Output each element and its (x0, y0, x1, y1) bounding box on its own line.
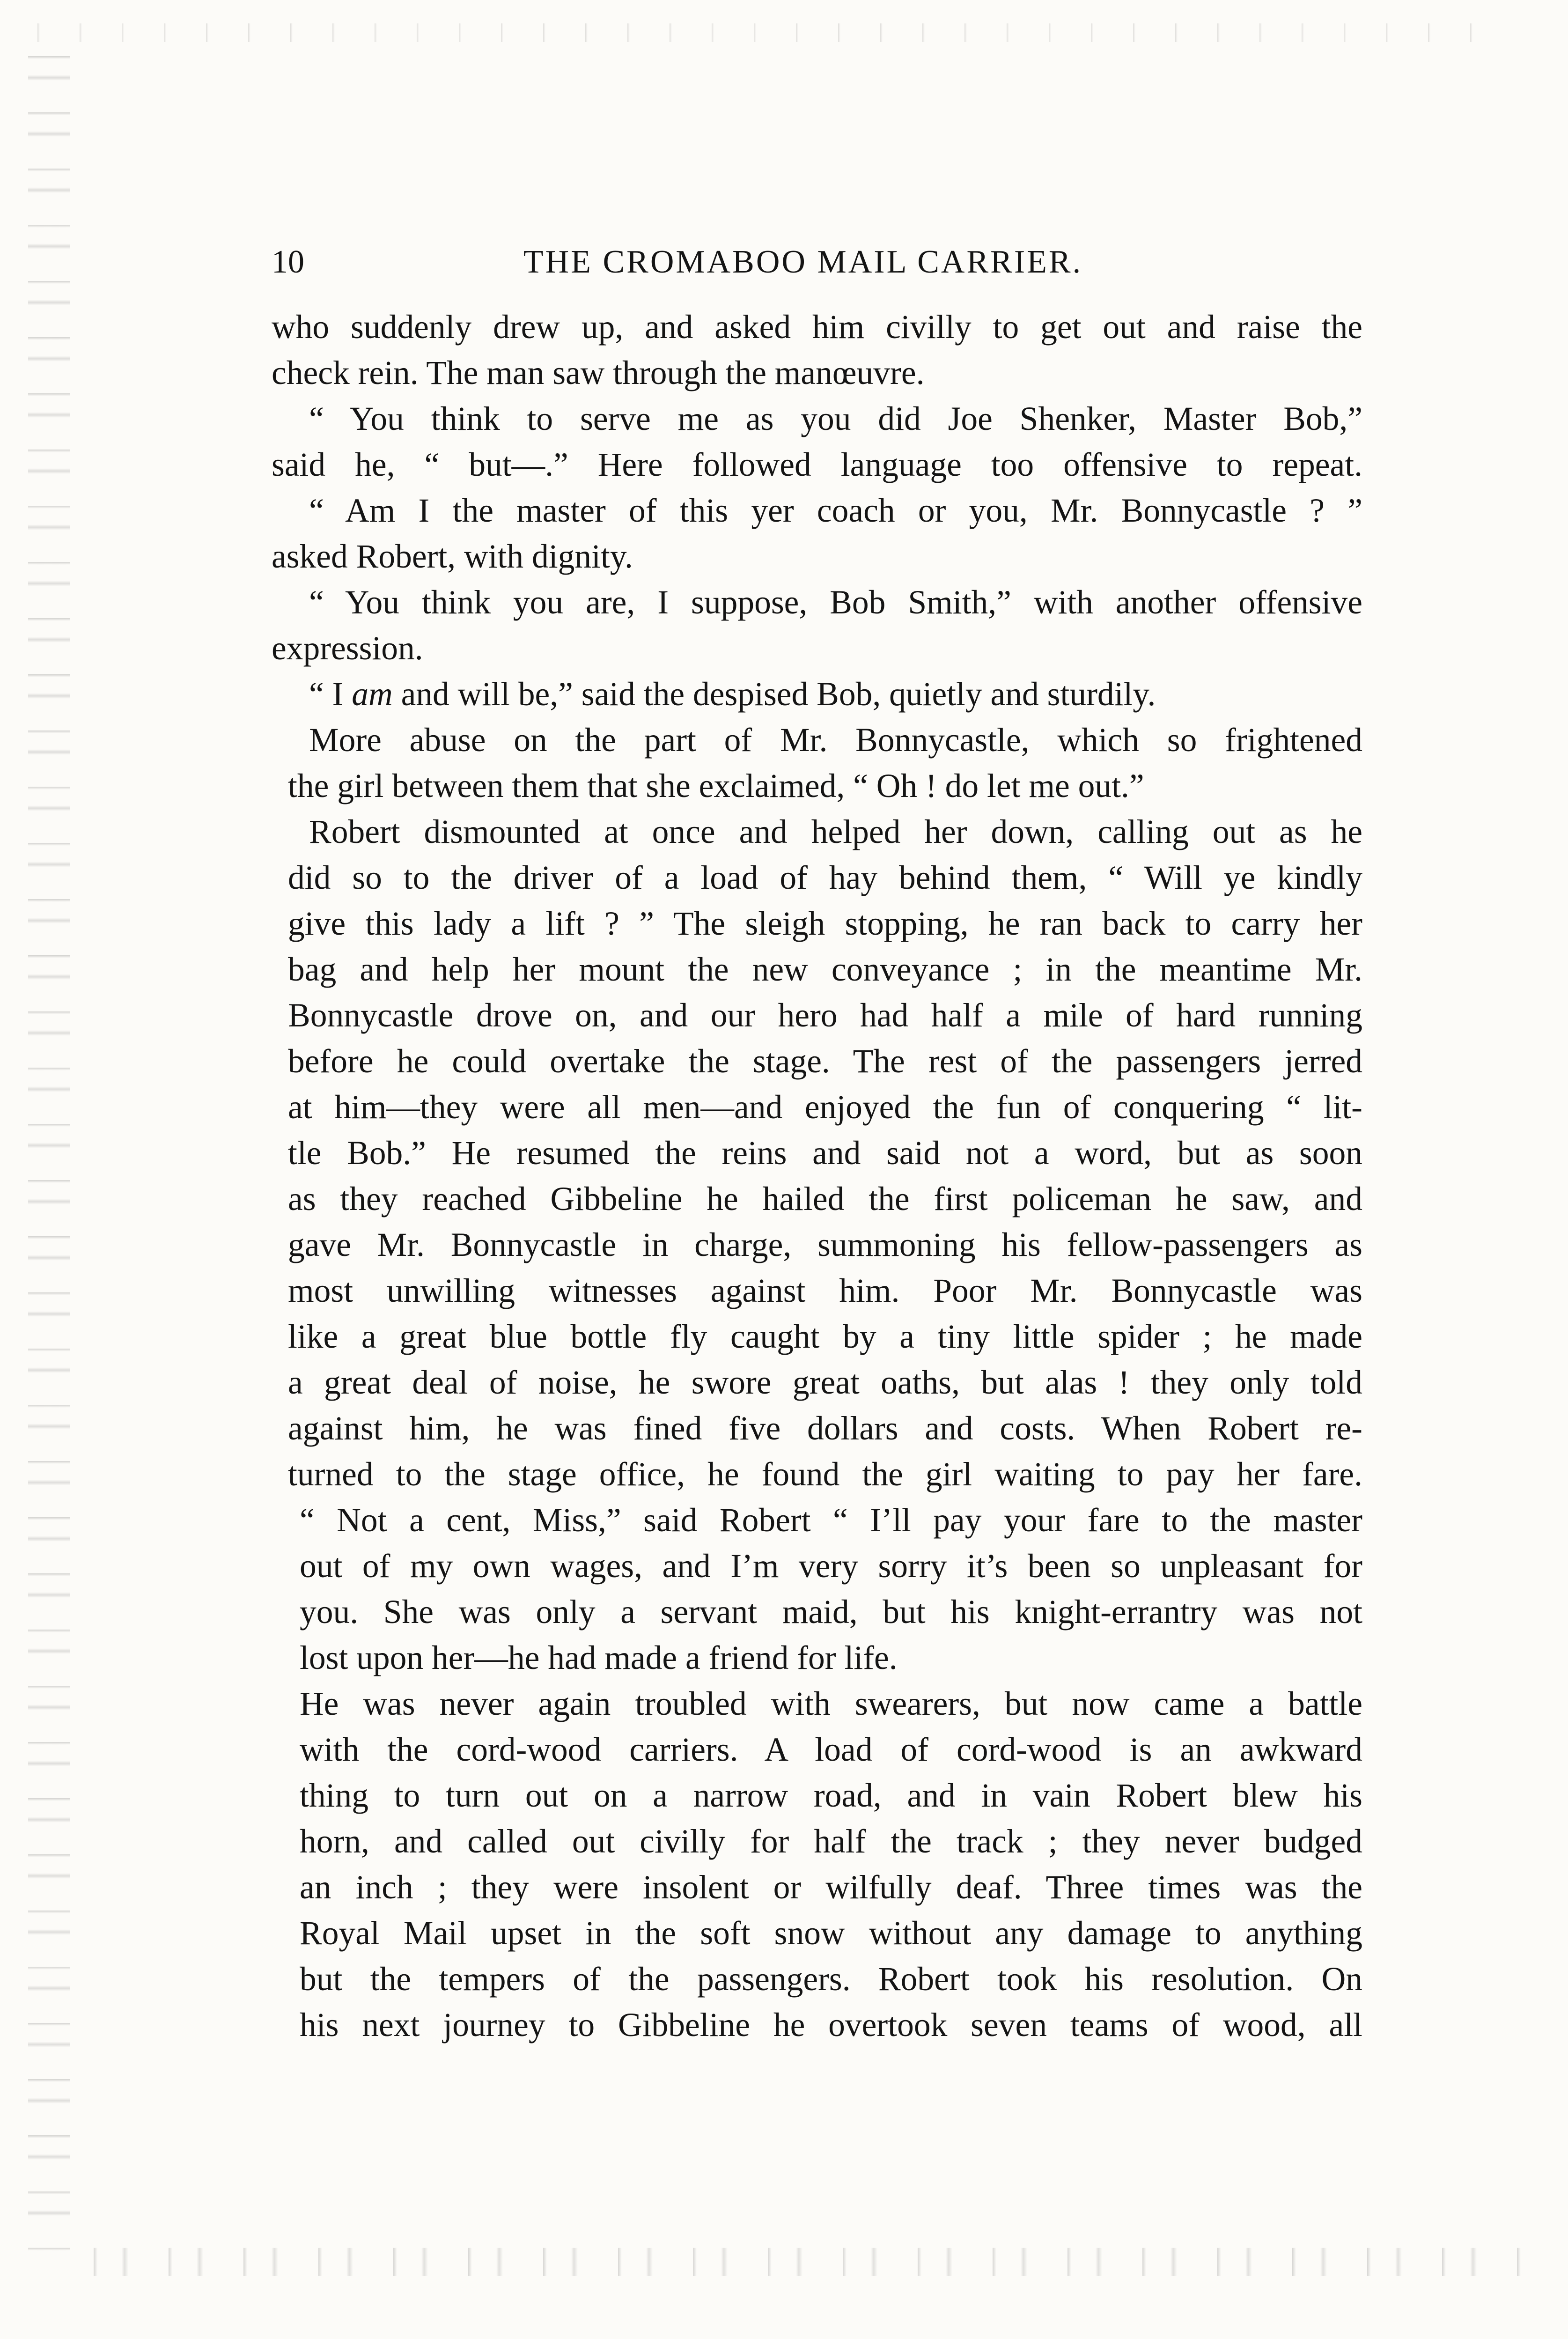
text-line: as they reached Gibbeline he hailed the first policeman he saw, and (288, 1181, 1362, 1217)
text-line: check rein. The man saw through the manœuvre. (272, 354, 925, 391)
text-line: like a great blue bottle fly caught by a tiny little spider ; he made (288, 1318, 1362, 1355)
text-line: More abuse on the part of Mr. Bonnycastle, which so frightened (309, 722, 1362, 759)
text-line: gave Mr. Bonnycastle in charge, summoning his fellow-passengers as (288, 1226, 1362, 1263)
text-line: Robert dismounted at once and helped her down, calling out as he (309, 813, 1362, 850)
running-head (272, 236, 1362, 288)
text-line: bag and help her mount the new conveyance ; in the meantime Mr. (288, 951, 1362, 988)
text-line: Bonnycastle drove on, and our hero had half a mile of hard running (288, 997, 1362, 1034)
text-line: said he, “ but—.” Here followed language too offensive to repeat. (272, 446, 1362, 483)
text-line: Royal Mail upset in the soft snow without any damage to anything (300, 1915, 1362, 1952)
text-line: his next journey to Gibbeline he overtook seven teams of wood, all (300, 2007, 1362, 2044)
scan-edge-bottom (94, 2248, 1522, 2276)
text-line: “ You think you are, I suppose, Bob Smith,” with another offensive (309, 584, 1362, 621)
text-line: you. She was only a servant maid, but his knight-errantry was not (300, 1594, 1362, 1631)
page-number: 10 (272, 244, 304, 280)
text-line: lost upon her—he had made a friend for life. (300, 1639, 898, 1676)
text-line: asked Robert, with dignity. (272, 538, 633, 575)
text-line: “ You think to serve me as you did Joe Shenker, Master Bob,” (309, 400, 1362, 437)
text-line: who suddenly drew up, and asked him civilly to get out and raise the (272, 309, 1362, 346)
body-text (272, 304, 1362, 2048)
text-line: “ Am I the master of this yer coach or you, Mr. Bonnycastle ? ” (309, 492, 1362, 529)
text-line: He was never again troubled with swearers, but now came a battle (300, 1685, 1362, 1722)
text-line: at him—they were all men—and enjoyed the fun of conquering “ lit- (288, 1089, 1362, 1126)
text-line: thing to turn out on a narrow road, and in vain Robert blew his (300, 1777, 1362, 1814)
text-line: with the cord-wood carriers. A load of cord-wood is an awkward (300, 1731, 1362, 1768)
text-line: did so to the driver of a load of hay behind them, “ Will ye kindly (288, 859, 1362, 896)
text-line: before he could overtake the stage. The rest of the passengers jerred (288, 1043, 1362, 1080)
text-line: a great deal of noise, he swore great oaths, but alas ! they only told (288, 1364, 1362, 1401)
text-line: but the tempers of the passengers. Robert took his resolution. On (300, 1961, 1362, 1998)
text-line: “ Not a cent, Miss,” said Robert “ I’ll pay your fare to the master (300, 1502, 1362, 1539)
text-line: most unwilling witnesses against him. Poor Mr. Bonnycastle was (288, 1272, 1362, 1309)
text-line: the girl between them that she exclaimed, “ Oh ! do let me out.” (288, 767, 1144, 804)
scan-edge-left (28, 56, 70, 2257)
text-line: expression. (272, 630, 423, 667)
running-title: THE CROMABOO MAIL CARRIER. (523, 244, 1083, 280)
text-line: horn, and called out civilly for half the track ; they never budged (300, 1823, 1362, 1860)
text-line: turned to the stage office, he found the girl waiting to pay her fare. (288, 1456, 1362, 1493)
text-line: an inch ; they were insolent or wilfully deaf. Three times was the (300, 1869, 1362, 1906)
text-line: against him, he was fined five dollars and costs. When Robert re- (288, 1410, 1362, 1447)
text-line: out of my own wages, and I’m very sorry it’s been so unpleasant for (300, 1548, 1362, 1585)
text-line: give this lady a lift ? ” The sleigh stopping, he ran back to carry her (288, 905, 1362, 942)
text-line: tle Bob.” He resumed the reins and said not a word, but as soon (288, 1135, 1362, 1172)
scan-edge-top (37, 23, 1489, 42)
emphasis: am (352, 676, 393, 713)
text-line: “ I am and will be,” said the despised Bob, quietly and sturdily. (309, 676, 1156, 713)
